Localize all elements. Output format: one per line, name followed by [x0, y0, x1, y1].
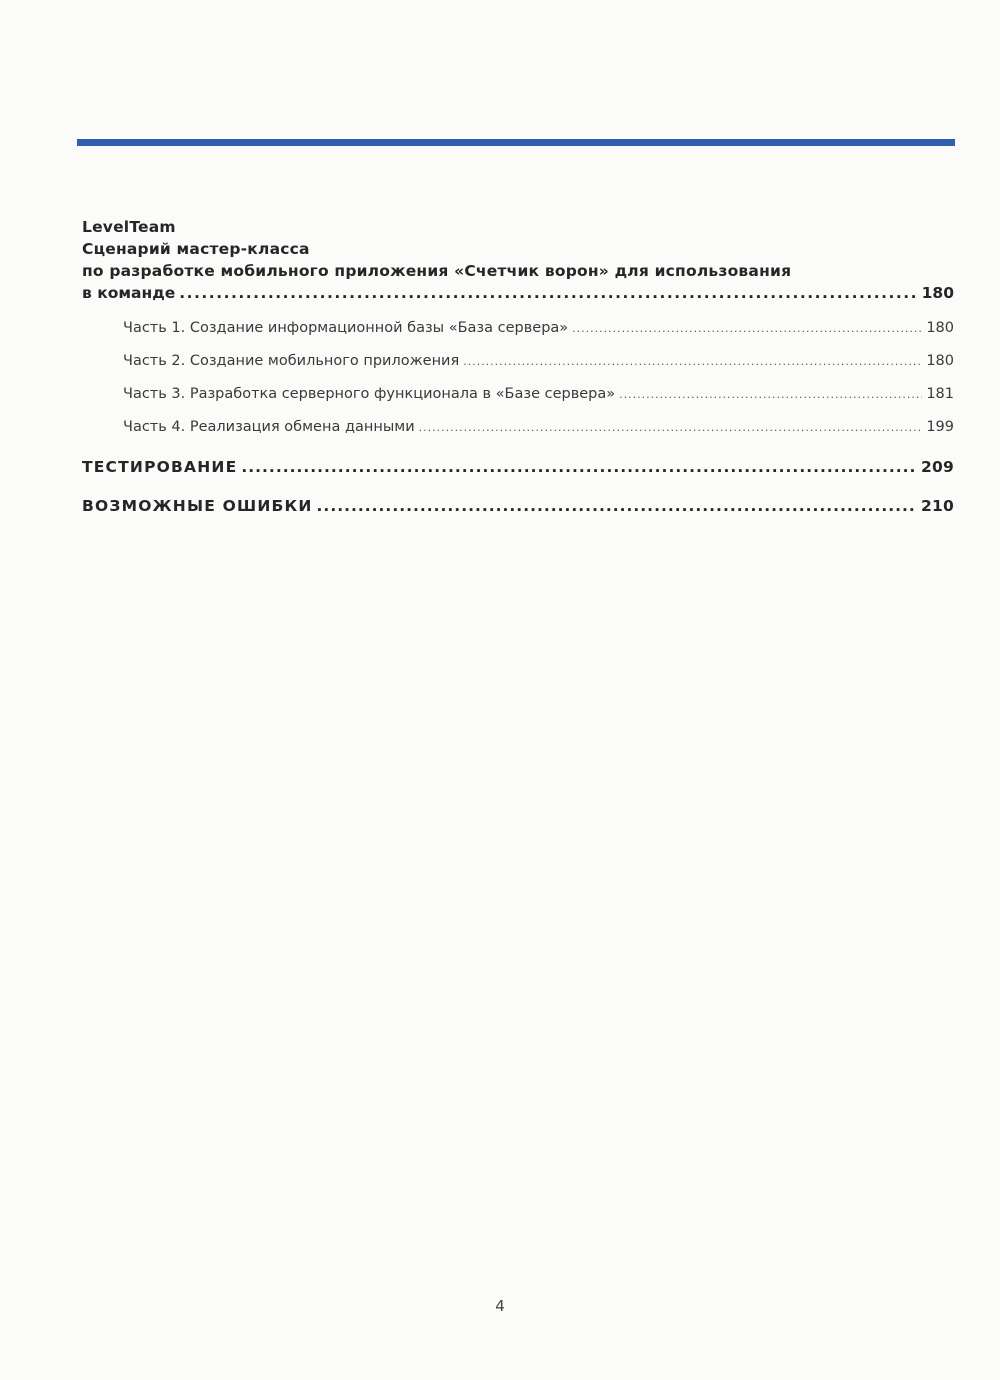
- dot-leader: [317, 495, 917, 517]
- toc-sub-entry-part-2[interactable]: [82, 351, 954, 372]
- toc-sub-entry-part-4[interactable]: [82, 417, 954, 438]
- dot-leader: [572, 319, 922, 339]
- toc-entry-page: 210: [921, 497, 954, 515]
- dot-leader: [179, 282, 917, 304]
- toc-entry-page: 180: [926, 353, 954, 369]
- toc-sub-entry-part-3[interactable]: [82, 384, 954, 405]
- toc-entry-label: Часть 2. Создание мобильного приложения: [123, 353, 460, 369]
- dot-leader: [241, 456, 917, 478]
- toc-entry-label: Часть 4. Реализация обмена данными: [123, 419, 415, 435]
- toc-entry-page: 180: [926, 320, 954, 336]
- toc-entry-testing[interactable]: [82, 456, 954, 478]
- toc-heading-line-3: по разработке мобильного приложения «Счетчик ворон» для использования: [82, 262, 792, 280]
- dot-leader: [419, 418, 923, 438]
- page-number: 4: [495, 1297, 505, 1315]
- toc-entry-label: в команде: [82, 284, 176, 302]
- toc-entry-possible-errors[interactable]: [82, 495, 954, 517]
- toc-entry-label: ТЕСТИРОВАНИЕ: [82, 458, 238, 476]
- dot-leader: [619, 385, 922, 405]
- table-of-contents: [82, 216, 954, 517]
- toc-entry-page: 181: [926, 386, 954, 402]
- toc-heading-line-1: LevelTeam: [82, 218, 176, 236]
- toc-entry-label: Часть 1. Создание информационной базы «База сервера»: [123, 320, 569, 336]
- toc-entry-page: 209: [921, 458, 954, 476]
- toc-entry-page: 199: [926, 419, 954, 435]
- toc-entry-label: Часть 3. Разработка серверного функционала в «Базе сервера»: [123, 386, 616, 402]
- dot-leader: [463, 352, 922, 372]
- toc-entry-label: ВОЗМОЖНЫЕ ОШИБКИ: [82, 497, 313, 515]
- top-blue-rule: [77, 139, 955, 146]
- toc-heading-line-2: Сценарий мастер-класса: [82, 240, 310, 258]
- toc-entry-page: 180: [921, 284, 954, 302]
- toc-entry-main[interactable]: [82, 282, 954, 304]
- toc-sub-entry-part-1[interactable]: [82, 318, 954, 339]
